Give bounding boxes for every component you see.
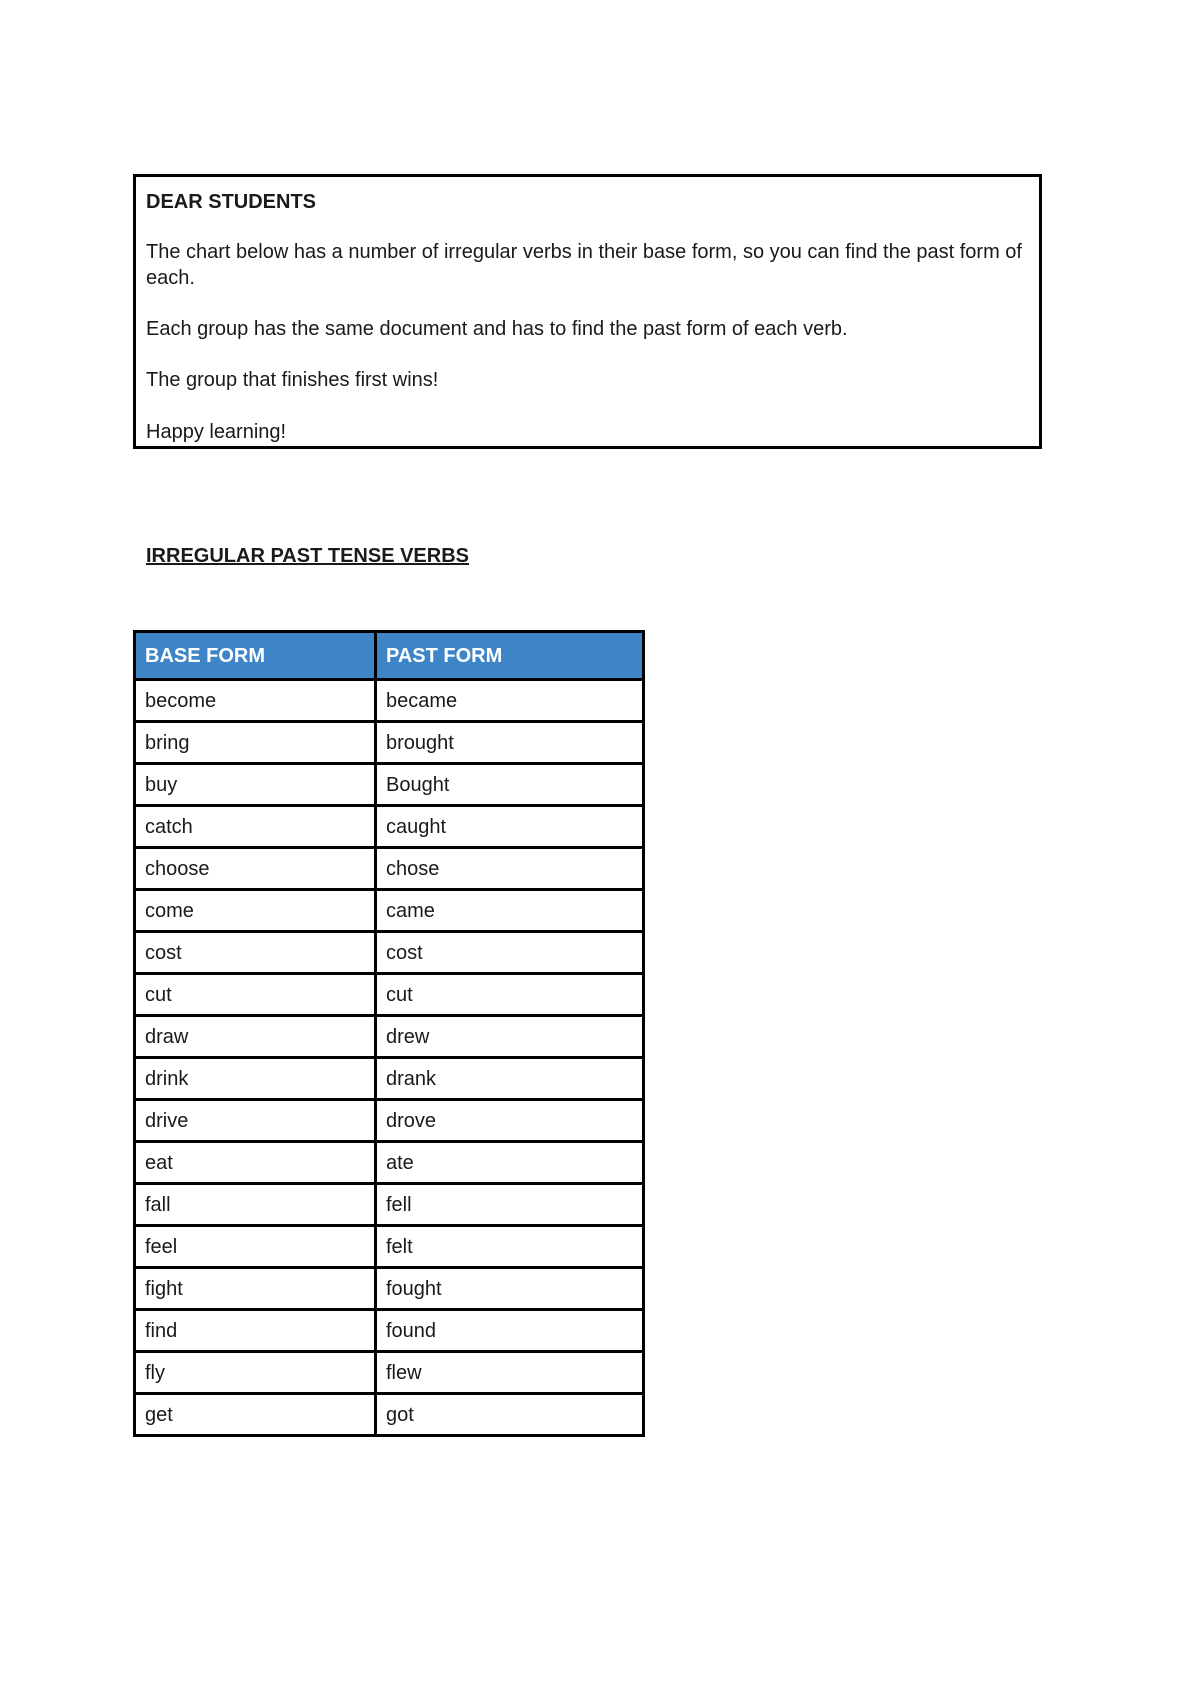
past-form-cell: came (376, 890, 644, 932)
header-past-form: PAST FORM (376, 632, 644, 680)
past-form-cell: became (376, 680, 644, 722)
base-form-cell: draw (135, 1016, 376, 1058)
base-form-cell: find (135, 1310, 376, 1352)
base-form-cell: cost (135, 932, 376, 974)
intro-paragraph: Each group has the same document and has to find the past form of each verb. (146, 318, 848, 340)
table-row (135, 1058, 644, 1100)
intro-box (133, 174, 1042, 449)
past-form-cell: fought (376, 1268, 644, 1310)
base-form-cell: eat (135, 1142, 376, 1184)
base-form-cell: catch (135, 806, 376, 848)
table-row (135, 1226, 644, 1268)
table-row (135, 764, 644, 806)
past-form-cell: felt (376, 1226, 644, 1268)
past-form-cell: flew (376, 1352, 644, 1394)
table-row (135, 680, 644, 722)
intro-title: DEAR STUDENTS (146, 191, 317, 213)
base-form-cell: drink (135, 1058, 376, 1100)
table-row (135, 1016, 644, 1058)
past-form-cell: drew (376, 1016, 644, 1058)
past-form-cell: caught (376, 806, 644, 848)
base-form-cell: drive (135, 1100, 376, 1142)
base-form-cell: choose (135, 848, 376, 890)
past-form-cell: found (376, 1310, 644, 1352)
section-heading: IRREGULAR PAST TENSE VERBS (146, 545, 469, 567)
past-form-cell: brought (376, 722, 644, 764)
table-row (135, 1184, 644, 1226)
base-form-cell: bring (135, 722, 376, 764)
intro-paragraph: Happy learning! (146, 421, 287, 443)
base-form-cell: fight (135, 1268, 376, 1310)
table-row (135, 848, 644, 890)
past-form-cell: Bought (376, 764, 644, 806)
base-form-cell: come (135, 890, 376, 932)
intro-paragraph: The chart below has a number of irregular verbs in their base form, so you can find the past form of each. (146, 241, 1022, 289)
table-header-row (135, 632, 644, 680)
base-form-cell: feel (135, 1226, 376, 1268)
past-form-cell: cost (376, 932, 644, 974)
base-form-cell: fall (135, 1184, 376, 1226)
base-form-cell: get (135, 1394, 376, 1436)
header-base-form: BASE FORM (135, 632, 376, 680)
past-form-cell: fell (376, 1184, 644, 1226)
table-row (135, 1352, 644, 1394)
table-row (135, 1394, 644, 1436)
verbs-table (133, 630, 645, 1437)
intro-paragraph: The group that finishes first wins! (146, 369, 439, 391)
table-row (135, 1142, 644, 1184)
table-row (135, 932, 644, 974)
past-form-cell: chose (376, 848, 644, 890)
past-form-cell: cut (376, 974, 644, 1016)
table-row (135, 806, 644, 848)
table-row (135, 1100, 644, 1142)
past-form-cell: got (376, 1394, 644, 1436)
past-form-cell: ate (376, 1142, 644, 1184)
table-row (135, 1268, 644, 1310)
verbs-table-body (135, 680, 644, 1436)
base-form-cell: buy (135, 764, 376, 806)
base-form-cell: cut (135, 974, 376, 1016)
table-row (135, 722, 644, 764)
table-row (135, 974, 644, 1016)
base-form-cell: become (135, 680, 376, 722)
table-row (135, 890, 644, 932)
base-form-cell: fly (135, 1352, 376, 1394)
table-row (135, 1310, 644, 1352)
past-form-cell: drank (376, 1058, 644, 1100)
past-form-cell: drove (376, 1100, 644, 1142)
